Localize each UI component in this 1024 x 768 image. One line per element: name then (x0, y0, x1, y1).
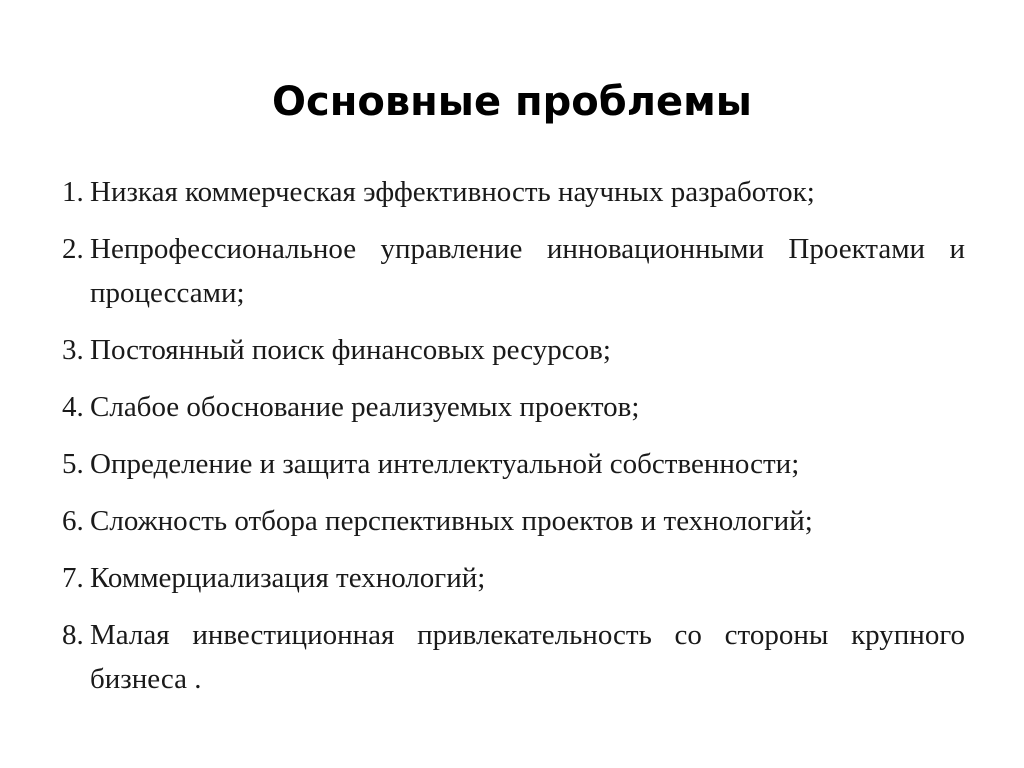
list-item (62, 556, 965, 600)
list-item-text: Низкая коммерческая эффективность научных разработок; (90, 176, 815, 208)
list-item-text: Постоянный поиск финансовых ресурсов; (90, 334, 611, 366)
list-item-text: Непрофессиональное управление инновационными Проектами и процессами; (90, 233, 965, 309)
list-item-text: Коммерциализация технологий; (90, 562, 486, 594)
list-item (62, 227, 965, 315)
list-item-number: 4. (62, 391, 84, 423)
list-item-text: Определение и защита интеллектуальной собственности; (90, 448, 800, 480)
slide-title: Основные проблемы (272, 79, 752, 125)
list-item-number: 8. (62, 619, 84, 651)
list-item (62, 499, 965, 543)
list-item (62, 170, 965, 214)
list-item-number: 7. (62, 562, 84, 594)
list-item-text: Малая инвестиционная привлекательность со стороны крупного бизнеса . (90, 619, 965, 695)
problems-list (62, 170, 965, 714)
list-item-number: 1. (62, 176, 84, 208)
list-item-number: 6. (62, 505, 84, 537)
list-item (62, 385, 965, 429)
list-item-text: Слабое обоснование реализуемых проектов; (90, 391, 640, 423)
list-item (62, 328, 965, 372)
list-item-number: 3. (62, 334, 84, 366)
list-item-text: Сложность отбора перспективных проектов и технологий; (90, 505, 813, 537)
list-item (62, 613, 965, 701)
list-item-number: 2. (62, 233, 84, 265)
list-item-number: 5. (62, 448, 84, 480)
list-item (62, 442, 965, 486)
